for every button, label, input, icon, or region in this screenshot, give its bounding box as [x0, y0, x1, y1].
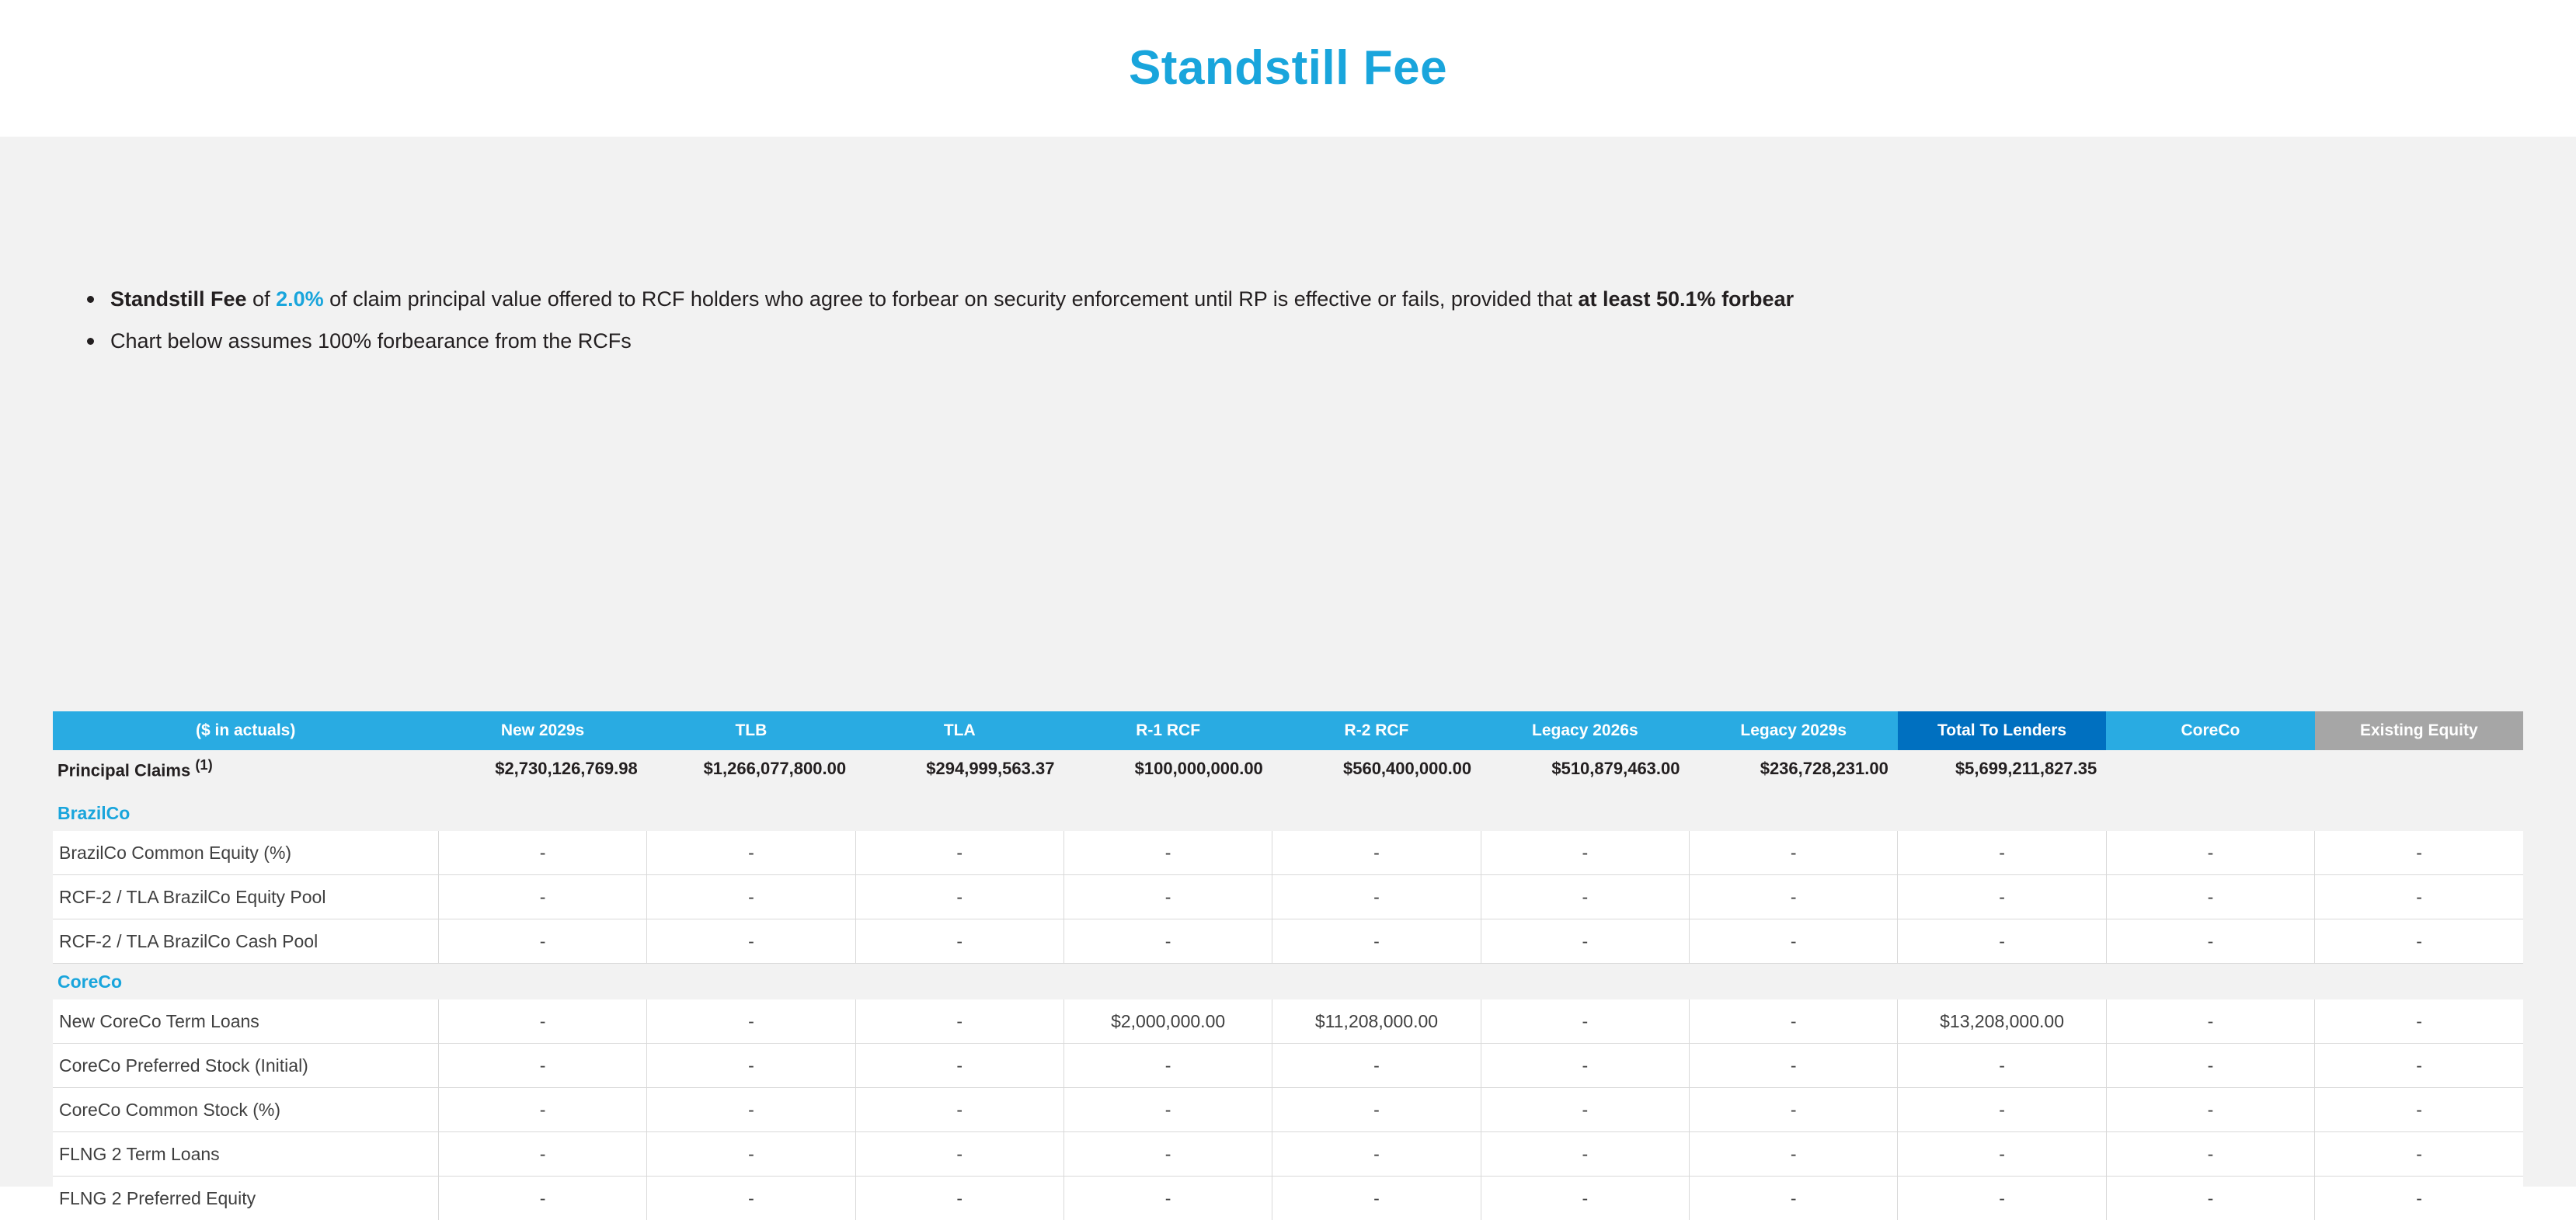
- table-cell: -: [855, 919, 1063, 964]
- table-cell: -: [438, 875, 646, 919]
- table-cell: -: [1898, 1132, 2106, 1177]
- row-label: FLNG 2 Preferred Equity: [53, 1177, 438, 1220]
- table-cell: -: [1063, 875, 1272, 919]
- bullet-item: [110, 320, 2519, 362]
- table-cell: -: [855, 1088, 1063, 1132]
- table-cell: -: [1272, 1177, 1481, 1220]
- table-cell: -: [438, 831, 646, 875]
- table-cell: -: [2106, 1088, 2314, 1132]
- column-header: Legacy 2026s: [1481, 711, 1689, 750]
- table-cell: -: [855, 1132, 1063, 1177]
- table-cell: -: [1898, 875, 2106, 919]
- bullet-text-run: of: [247, 287, 277, 311]
- spacer-row: [53, 787, 2523, 795]
- table-cell: -: [1690, 875, 1898, 919]
- table-cell: -: [855, 999, 1063, 1044]
- bullet-text-run: Chart below assumes 100% forbearance from the RCFs: [110, 329, 632, 353]
- table-cell: -: [1898, 1088, 2106, 1132]
- table-body: [53, 750, 2523, 1220]
- financial-table-container: [53, 711, 2523, 1220]
- principal-value: $560,400,000.00: [1272, 750, 1481, 787]
- bullet-item: [110, 278, 2519, 320]
- table-cell: -: [2315, 919, 2523, 964]
- table-cell: -: [1481, 999, 1689, 1044]
- section-header-label: BrazilCo: [53, 795, 2523, 831]
- table-cell: -: [1898, 1177, 2106, 1220]
- table-cell: -: [2315, 1132, 2523, 1177]
- table-row: [53, 1088, 2523, 1132]
- table-cell: -: [1063, 1044, 1272, 1088]
- table-cell: -: [1272, 875, 1481, 919]
- table-cell: -: [2315, 1088, 2523, 1132]
- column-header: R-2 RCF: [1272, 711, 1481, 750]
- slide-body: [0, 137, 2576, 1187]
- table-row: [53, 1044, 2523, 1088]
- table-cell: -: [2106, 1177, 2314, 1220]
- table-cell: -: [855, 875, 1063, 919]
- table-cell: -: [2315, 999, 2523, 1044]
- table-cell: -: [855, 1044, 1063, 1088]
- bullet-text-run: at least 50.1% forbear: [1578, 287, 1794, 311]
- table-cell: -: [1063, 1132, 1272, 1177]
- section-header-row: [53, 795, 2523, 831]
- table-cell: -: [2106, 831, 2314, 875]
- table-cell: -: [2315, 831, 2523, 875]
- table-cell: -: [1063, 831, 1272, 875]
- column-header: TLB: [647, 711, 855, 750]
- table-cell: -: [647, 1044, 855, 1088]
- table-cell: -: [1690, 919, 1898, 964]
- title-band: [0, 0, 2576, 137]
- principal-value: [2315, 750, 2523, 787]
- column-header: Existing Equity: [2315, 711, 2523, 750]
- table-cell: -: [1481, 1177, 1689, 1220]
- column-header: R-1 RCF: [1063, 711, 1272, 750]
- table-cell: -: [438, 1132, 646, 1177]
- table-cell: -: [438, 999, 646, 1044]
- row-label: RCF-2 / TLA BrazilCo Cash Pool: [53, 919, 438, 964]
- column-header: TLA: [855, 711, 1063, 750]
- table-cell: -: [1481, 1088, 1689, 1132]
- table-cell: -: [438, 1044, 646, 1088]
- table-cell: -: [1690, 1044, 1898, 1088]
- table-cell: -: [647, 919, 855, 964]
- table-cell: -: [1690, 831, 1898, 875]
- principal-value: $236,728,231.00: [1690, 750, 1898, 787]
- table-cell: -: [2106, 919, 2314, 964]
- row-label: New CoreCo Term Loans: [53, 999, 438, 1044]
- column-header: Total To Lenders: [1898, 711, 2106, 750]
- bullet-text-run: of claim principal value offered to RCF holders who agree to forbear on security enforcement until RP is effective or fails, provided that: [324, 287, 1579, 311]
- column-header: CoreCo: [2106, 711, 2314, 750]
- table-cell: -: [438, 1088, 646, 1132]
- header-row: [53, 711, 2523, 750]
- principal-value: $100,000,000.00: [1063, 750, 1272, 787]
- table-cell: -: [1481, 831, 1689, 875]
- table-cell: -: [1898, 831, 2106, 875]
- principal-value: $294,999,563.37: [855, 750, 1063, 787]
- spacer-cell: [53, 787, 2523, 795]
- table-cell: -: [2315, 1177, 2523, 1220]
- table-cell: -: [1272, 1044, 1481, 1088]
- table-row: [53, 831, 2523, 875]
- row-label: CoreCo Preferred Stock (Initial): [53, 1044, 438, 1088]
- table-row: [53, 919, 2523, 964]
- table-cell: -: [1481, 1132, 1689, 1177]
- table-row: [53, 1177, 2523, 1220]
- principal-value: $2,730,126,769.98: [438, 750, 646, 787]
- table-cell: $13,208,000.00: [1898, 999, 2106, 1044]
- table-cell: -: [647, 1088, 855, 1132]
- bullet-text-run: 2.0%: [276, 287, 324, 311]
- table-row: [53, 1132, 2523, 1177]
- column-header: New 2029s: [438, 711, 646, 750]
- bullet-text-run: Standstill Fee: [110, 287, 247, 311]
- section-header-label: CoreCo: [53, 964, 2523, 1000]
- table-cell: -: [2106, 1132, 2314, 1177]
- row-label-text: Principal Claims: [57, 761, 190, 780]
- column-header: ($ in actuals): [53, 711, 438, 750]
- table-cell: -: [1898, 919, 2106, 964]
- table-cell: -: [1690, 999, 1898, 1044]
- row-label: [53, 750, 438, 787]
- table-cell: -: [1063, 919, 1272, 964]
- principal-value: $5,699,211,827.35: [1898, 750, 2106, 787]
- principal-value: $1,266,077,800.00: [647, 750, 855, 787]
- table-cell: -: [2315, 875, 2523, 919]
- table-cell: -: [647, 875, 855, 919]
- table-cell: $11,208,000.00: [1272, 999, 1481, 1044]
- row-label: CoreCo Common Stock (%): [53, 1088, 438, 1132]
- row-label: BrazilCo Common Equity (%): [53, 831, 438, 875]
- table-cell: -: [2106, 875, 2314, 919]
- table-cell: -: [1481, 875, 1689, 919]
- table-header: [53, 711, 2523, 750]
- row-label: RCF-2 / TLA BrazilCo Equity Pool: [53, 875, 438, 919]
- footnote-marker: (1): [195, 756, 212, 773]
- table-cell: -: [1272, 831, 1481, 875]
- table-cell: -: [2106, 1044, 2314, 1088]
- column-header: Legacy 2029s: [1690, 711, 1898, 750]
- table-cell: -: [438, 1177, 646, 1220]
- table-cell: -: [2315, 1044, 2523, 1088]
- table-cell: -: [2106, 999, 2314, 1044]
- table-cell: -: [855, 1177, 1063, 1220]
- table-cell: -: [1898, 1044, 2106, 1088]
- table-row: [53, 875, 2523, 919]
- table-cell: -: [647, 1177, 855, 1220]
- principal-value: $510,879,463.00: [1481, 750, 1689, 787]
- table-cell: -: [1272, 1088, 1481, 1132]
- table-cell: $2,000,000.00: [1063, 999, 1272, 1044]
- table-cell: -: [647, 1132, 855, 1177]
- table-cell: -: [1063, 1177, 1272, 1220]
- table-cell: -: [1272, 919, 1481, 964]
- table-cell: -: [438, 919, 646, 964]
- table-row: [53, 999, 2523, 1044]
- table-cell: -: [1690, 1177, 1898, 1220]
- table-cell: -: [1481, 919, 1689, 964]
- table-cell: -: [1272, 1132, 1481, 1177]
- table-cell: -: [647, 831, 855, 875]
- principal-claims-row: [53, 750, 2523, 787]
- table-cell: -: [1690, 1088, 1898, 1132]
- table-cell: -: [855, 831, 1063, 875]
- page-title: Standstill Fee: [0, 40, 2576, 96]
- principal-value: [2106, 750, 2314, 787]
- table-cell: -: [1063, 1088, 1272, 1132]
- row-label: FLNG 2 Term Loans: [53, 1132, 438, 1177]
- financial-table: [53, 711, 2523, 1220]
- table-cell: -: [647, 999, 855, 1044]
- table-cell: -: [1481, 1044, 1689, 1088]
- table-cell: -: [1690, 1132, 1898, 1177]
- section-header-row: [53, 964, 2523, 1000]
- bullet-list: [68, 278, 2519, 362]
